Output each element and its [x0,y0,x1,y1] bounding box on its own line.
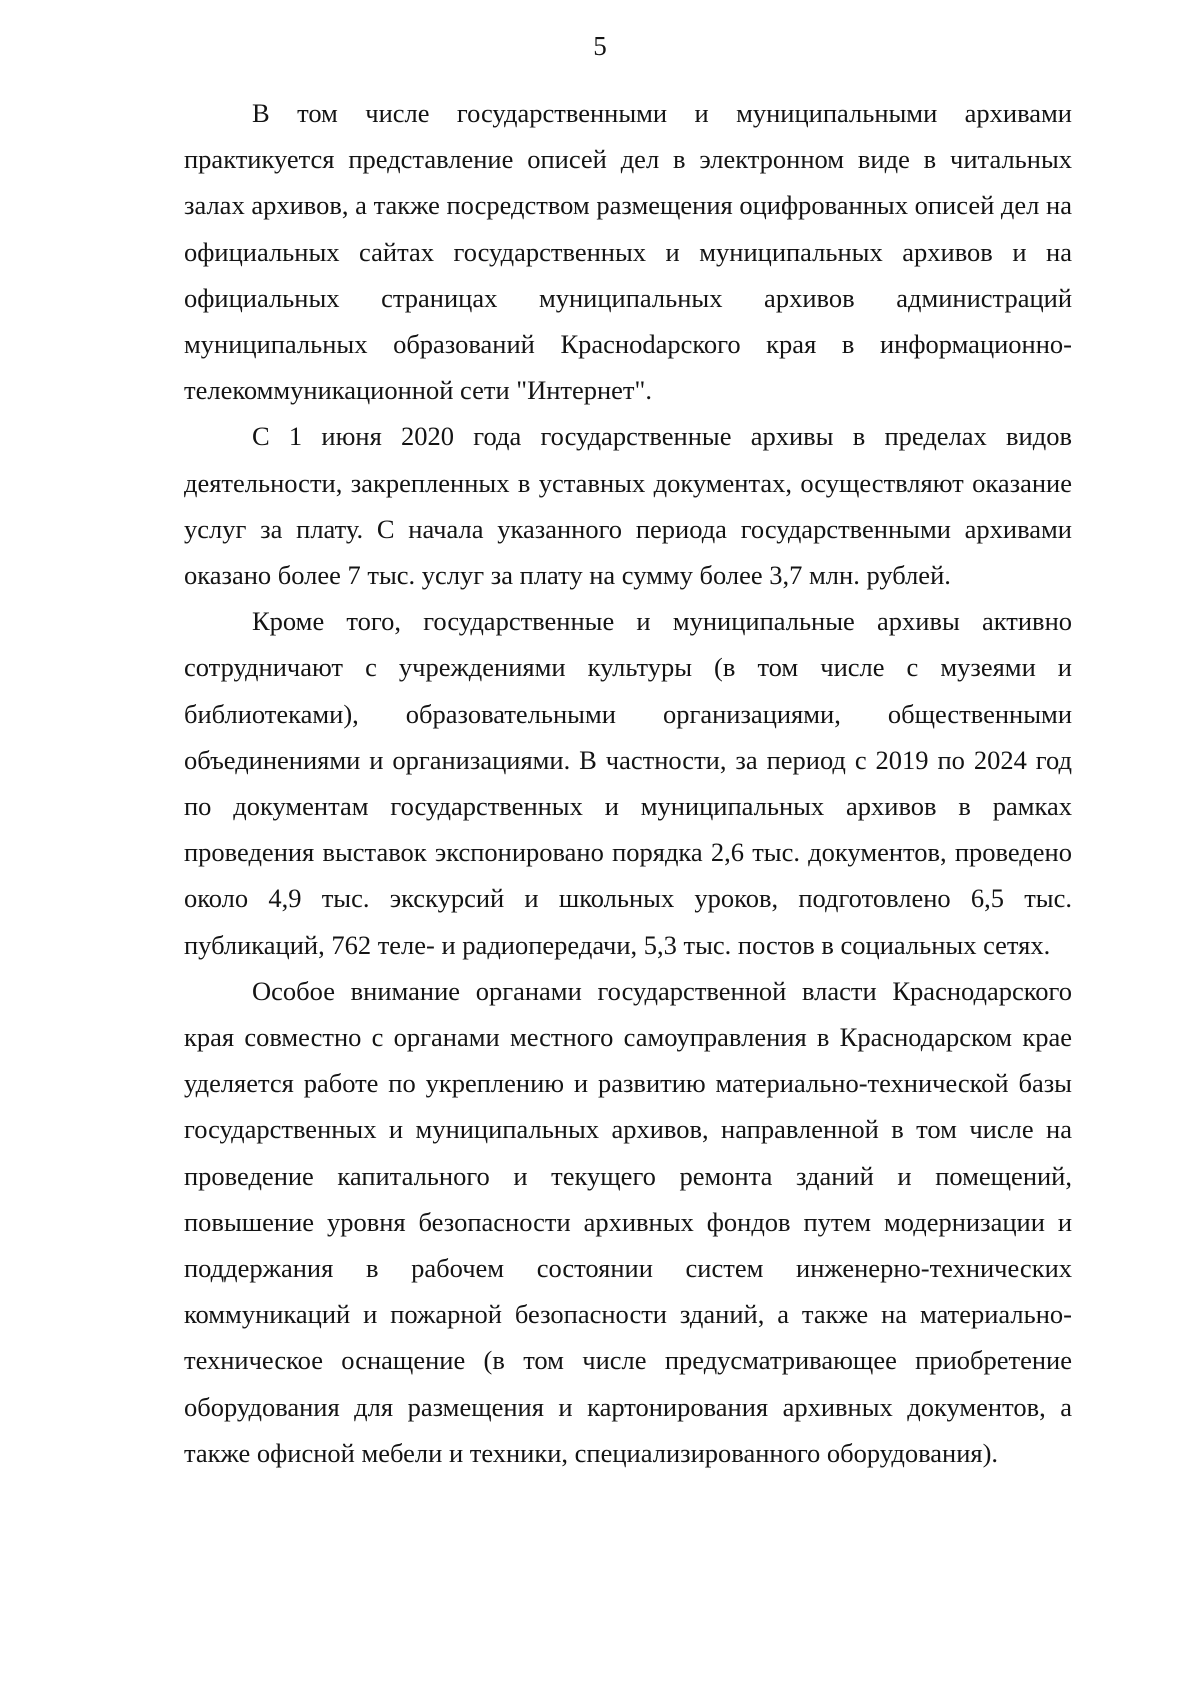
paragraph-electronic-inventories: В том числе государственными и муниципальными архивами практикуется представление описей дел в электронном виде в читальных залах архивов, а также посредством размещения оцифрованных описей дел на официальных сайтах государственных и муниципальных архивов и на официальных страницах муниципальных архивов администраций муниципальных образований Красноdарского края в информационно-телекоммуникационной сети "Интернет". [184,98,1072,406]
paragraph-paid-services: С 1 июня 2020 года государственные архивы в пределах видов деятельности, закрепленных в уставных документах, осуществляют оказание услуг за плату. С начала указанного периода государственными архивами оказано более 7 тыс. услуг за плату на сумму более 3,7 млн. рублей. [184,421,1072,591]
page-number: 5 [593,31,607,61]
document-body [184,90,1072,1476]
paragraph-material-base: Особое внимание органами государственной власти Краснодарского края совместно с органами местного самоуправления в Краснодарском крае уделяется работе по укреплению и развитию материально-технической базы государственных и муниципальных архивов, направленной в том числе на проведение капитального и текущего ремонта зданий и помещений, повышение уровня безопасности архивных фондов путем модернизации и поддержания в рабочем состоянии систем инженерно-технических коммуникаций и пожарной безопасности зданий, а также на материально-техническое оснащение (в том числе предусматривающее приобретение оборудования для размещения и картонирования архивных документов, а также офисной мебели и техники, специализированного оборудования). [184,975,1072,1468]
paragraph-cooperation: Кроме того, государственные и муниципальные архивы активно сотрудничают с учреждениями культуры (в том числе с музеями и библиотеками), образовательными организациями, общественными объединениями и организациями. В частности, за период с 2019 по 2024 год по документам государственных и муниципальных архивов в рамках проведения выставок экспонировано порядка 2,6 тыс. документов, проведено около 4,9 тыс. экскурсий и школьных уроков, подготовлено 6,5 тыс. публикаций, 762 теле- и радиопередачи, 5,3 тыс. постов в социальных сетях. [184,606,1072,960]
